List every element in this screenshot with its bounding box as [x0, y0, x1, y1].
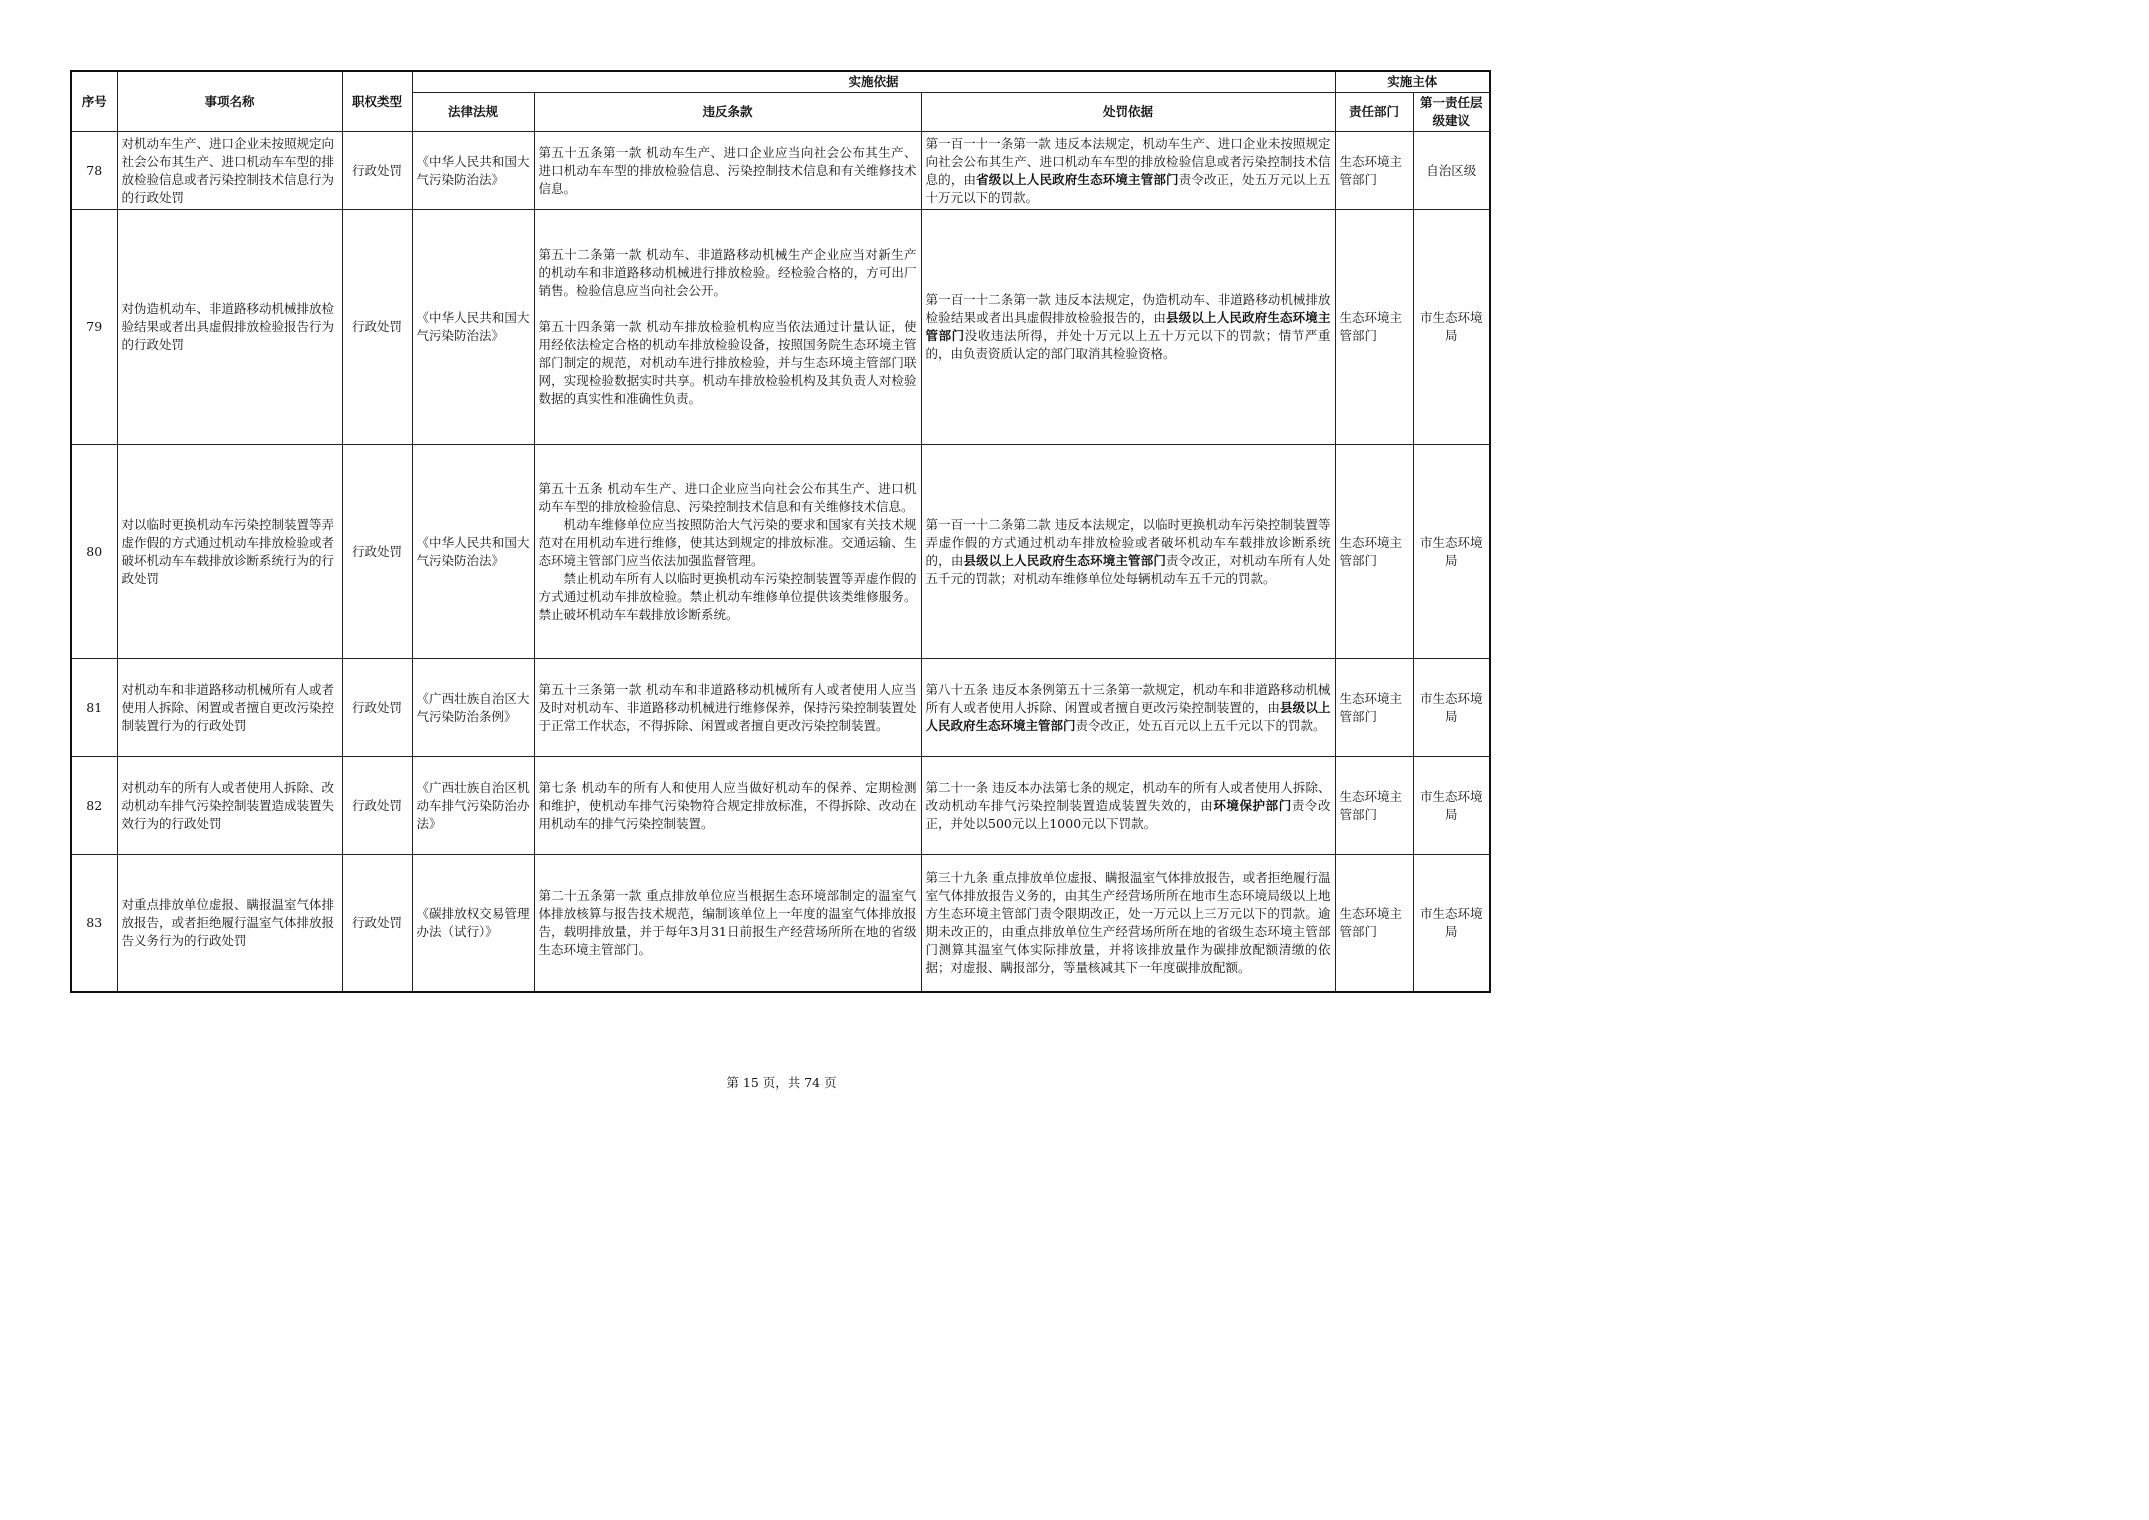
cell-seq: 81 [71, 659, 117, 757]
penalty-authority: 县级以上人民政府生态环境主管部门 [925, 310, 1331, 343]
cell-power-type: 行政处罚 [342, 659, 412, 757]
cell-dept: 生态环境主管部门 [1335, 210, 1413, 445]
cell-dept: 生态环境主管部门 [1335, 132, 1413, 210]
cell-dept: 生态环境主管部门 [1335, 445, 1413, 659]
cell-dept: 生态环境主管部门 [1335, 757, 1413, 855]
penalty-authority: 县级以上人民政府生态环境主管部门 [925, 699, 1331, 733]
cell-seq: 82 [71, 757, 117, 855]
cell-violation [534, 132, 921, 210]
cell-law: 《中华人民共和国大气污染防治法》 [412, 445, 534, 659]
cell-law: 《中华人民共和国大气污染防治法》 [412, 132, 534, 210]
penalty-text: 第八十五条 违反本条例第五十三条第一款规定，机动车和非道路移动机械所有人或者使用人拆除、闲置或者擅自更改污染控制装置的，由 [925, 681, 1331, 715]
cell-violation [534, 445, 921, 659]
violation-paragraph: 第五十四条第一款 机动车排放检验机构应当依法通过计量认证，使用经依法检定合格的机动车排放检验设备，按照国务院生态环境主管部门制定的规范，对机动车进行排放检验，并与生态环境主管部门联网，实现检验数据实时共享。机动车排放检验机构及其负责人对检验数据的真实性和准确性负责。 [538, 319, 917, 406]
cell-level: 市生态环境局 [1413, 445, 1490, 659]
violation-paragraph: 第五十三条第一款 机动车和非道路移动机械所有人或者使用人应当及时对机动车、非道路移动机械进行维修保养，保持污染控制装置处于正常工作状态，不得拆除、闲置或者擅自更改污染控制装置。 [538, 681, 917, 733]
penalty-text: 第二十一条 违反本办法第七条的规定，机动车的所有人或者使用人拆除、改动机动车排气污染控制装置造成装置失效的，由 [925, 779, 1331, 813]
table-row [71, 855, 1490, 992]
cell-item-name: 对机动车和非道路移动机械所有人或者使用人拆除、闲置或者擅自更改污染控制装置行为的行政处罚 [117, 659, 342, 757]
cell-dept: 生态环境主管部门 [1335, 855, 1413, 992]
cell-seq: 79 [71, 210, 117, 445]
cell-penalty-basis [921, 659, 1335, 757]
penalty-authority: 省级以上人民政府生态环境主管部门 [976, 171, 1179, 187]
cell-violation [534, 659, 921, 757]
header-violation: 违反条款 [534, 93, 921, 132]
cell-seq: 80 [71, 445, 117, 659]
violation-paragraph: 禁止机动车所有人以临时更换机动车污染控制装置等弄虚作假的方式通过机动车排放检验。禁止机动车维修单位提供该类维修服务。禁止破坏机动车车载排放诊断系统。 [538, 570, 917, 622]
cell-law: 《广西壮族自治区大气污染防治条例》 [412, 659, 534, 757]
header-item-name: 事项名称 [117, 71, 342, 132]
table-row [71, 210, 1490, 445]
penalty-text-rest: 责令改正，处五百元以上五千元以下的罚款。 [1075, 717, 1326, 733]
violation-paragraph: 第七条 机动车的所有人和使用人应当做好机动车的保养、定期检测和维护，使机动车排气污染物符合规定排放标准，不得拆除、改动在用机动车的排气污染控制装置。 [538, 779, 917, 831]
cell-power-type: 行政处罚 [342, 445, 412, 659]
violation-paragraph: 第五十五条 机动车生产、进口企业应当向社会公布其生产、进口机动车车型的排放检验信息、污染控制技术信息和有关维修技术信息。 [538, 480, 917, 514]
violation-paragraph: 第二十五条第一款 重点排放单位应当根据生态环境部制定的温室气体排放核算与报告技术规范，编制该单位上一年度的温室气体排放报告，载明排放量，并于每年3月31日前报生产经营场所所在地的省级生态环境主管部门。 [538, 887, 917, 957]
cell-seq: 83 [71, 855, 117, 992]
cell-violation [534, 757, 921, 855]
header-basis-group: 实施依据 [412, 71, 1335, 93]
cell-level: 自治区级 [1413, 132, 1490, 210]
table-row [71, 132, 1490, 210]
cell-penalty-basis [921, 855, 1335, 992]
cell-violation [534, 210, 921, 445]
header-penalty-basis: 处罚依据 [921, 93, 1335, 132]
cell-power-type: 行政处罚 [342, 210, 412, 445]
penalty-text: 第三十九条 重点排放单位虚报、瞒报温室气体排放报告，或者拒绝履行温室气体排放报告义务的，由其生产经营场所所在地市生态环境局级以上地方生态环境主管部门责令限期改正，处一万元以上三万元以下的罚款。逾期未改正的，由重点排放单位生产经营场所所在地的省级生态环境主管部门测算其温室气体实际排放量，并将该排放量作为碳排放配额清缴的依据；对虚报、瞒报部分，等量核减其下一年度碳排放配额。 [925, 869, 1331, 975]
header-seq: 序号 [71, 71, 117, 132]
table-row [71, 445, 1490, 659]
cell-item-name: 对伪造机动车、非道路移动机械排放检验结果或者出具虚假排放检验报告行为的行政处罚 [117, 210, 342, 445]
cell-law: 《广西壮族自治区机动车排气污染防治办法》 [412, 757, 534, 855]
cell-item-name: 对机动车生产、进口企业未按照规定向社会公布其生产、进口机动车车型的排放检验信息或者污染控制技术信息行为的行政处罚 [117, 132, 342, 210]
cell-item-name: 对以临时更换机动车污染控制装置等弄虚作假的方式通过机动车排放检验或者破坏机动车车载排放诊断系统行为的行政处罚 [117, 445, 342, 659]
cell-penalty-basis [921, 445, 1335, 659]
cell-penalty-basis [921, 132, 1335, 210]
header-subject-group: 实施主体 [1335, 71, 1490, 93]
cell-item-name: 对机动车的所有人或者使用人拆除、改动机动车排气污染控制装置造成装置失效行为的行政处罚 [117, 757, 342, 855]
penalty-text-rest: 责令改正，处五万元以上五十万元以下的罚款。 [925, 171, 1331, 205]
penalty-text-rest: 责令改正，并处以500元以上1000元以下罚款。 [925, 797, 1331, 831]
penalty-text: 第一百一十二条第二款 违反本法规定，以临时更换机动车污染控制装置等弄虚作假的方式通过机动车排放检验或者破坏机动车车载排放诊断系统的，由 [925, 516, 1331, 568]
penalty-authority: 环境保护部门 [1213, 797, 1292, 813]
cell-level: 市生态环境局 [1413, 757, 1490, 855]
penalty-text: 第一百一十二条第一款 违反本法规定，伪造机动车、非道路移动机械排放检验结果或者出具虚假排放检验报告的，由 [925, 292, 1331, 325]
cell-level: 市生态环境局 [1413, 210, 1490, 445]
cell-power-type: 行政处罚 [342, 855, 412, 992]
cell-law: 《碳排放权交易管理办法（试行）》 [412, 855, 534, 992]
cell-level: 市生态环境局 [1413, 659, 1490, 757]
cell-law: 《中华人民共和国大气污染防治法》 [412, 210, 534, 445]
header-level: 第一责任层级建议 [1413, 93, 1490, 132]
table-row [71, 757, 1490, 855]
cell-level: 市生态环境局 [1413, 855, 1490, 992]
cell-penalty-basis [921, 757, 1335, 855]
violation-paragraph: 第五十五条第一款 机动车生产、进口企业应当向社会公布其生产、进口机动车车型的排放检验信息、污染控制技术信息和有关维修技术信息。 [538, 144, 917, 196]
penalty-authority: 县级以上人民政府生态环境主管部门 [963, 552, 1167, 568]
penalty-text: 第一百一十一条第一款 违反本法规定，机动车生产、进口企业未按照规定向社会公布其生产、进口机动车车型的排放检验信息或者污染控制技术信息的，由 [925, 135, 1331, 187]
header-power-type: 职权类型 [342, 71, 412, 132]
cell-penalty-basis [921, 210, 1335, 445]
header-law: 法律法规 [412, 93, 534, 132]
penalty-text-rest: 没收违法所得，并处十万元以上五十万元以下的罚款；情节严重的，由负责资质认定的部门取消其检验资格。 [925, 328, 1331, 361]
cell-power-type: 行政处罚 [342, 757, 412, 855]
table-row [71, 659, 1490, 757]
header-dept: 责任部门 [1335, 93, 1413, 132]
penalty-text-rest: 责令改正，对机动车所有人处五千元的罚款；对机动车维修单位处每辆机动车五千元的罚款。 [925, 552, 1331, 586]
violation-paragraph: 第五十二条第一款 机动车、非道路移动机械生产企业应当对新生产的机动车和非道路移动机械进行排放检验。经检验合格的，方可出厂销售。检验信息应当向社会公开。 [538, 247, 917, 298]
violation-paragraph: 机动车维修单位应当按照防治大气污染的要求和国家有关技术规范对在用机动车进行维修，使其达到规定的排放标准。交通运输、生态环境主管部门应当依法加强监督管理。 [538, 516, 917, 568]
cell-power-type: 行政处罚 [342, 132, 412, 210]
page-number: 第 15 页，共 74 页 [726, 1075, 837, 1090]
cell-seq: 78 [71, 132, 117, 210]
item-table [70, 70, 1491, 993]
cell-item-name: 对重点排放单位虚报、瞒报温室气体排放报告，或者拒绝履行温室气体排放报告义务行为的行政处罚 [117, 855, 342, 992]
cell-violation [534, 855, 921, 992]
cell-dept: 生态环境主管部门 [1335, 659, 1413, 757]
